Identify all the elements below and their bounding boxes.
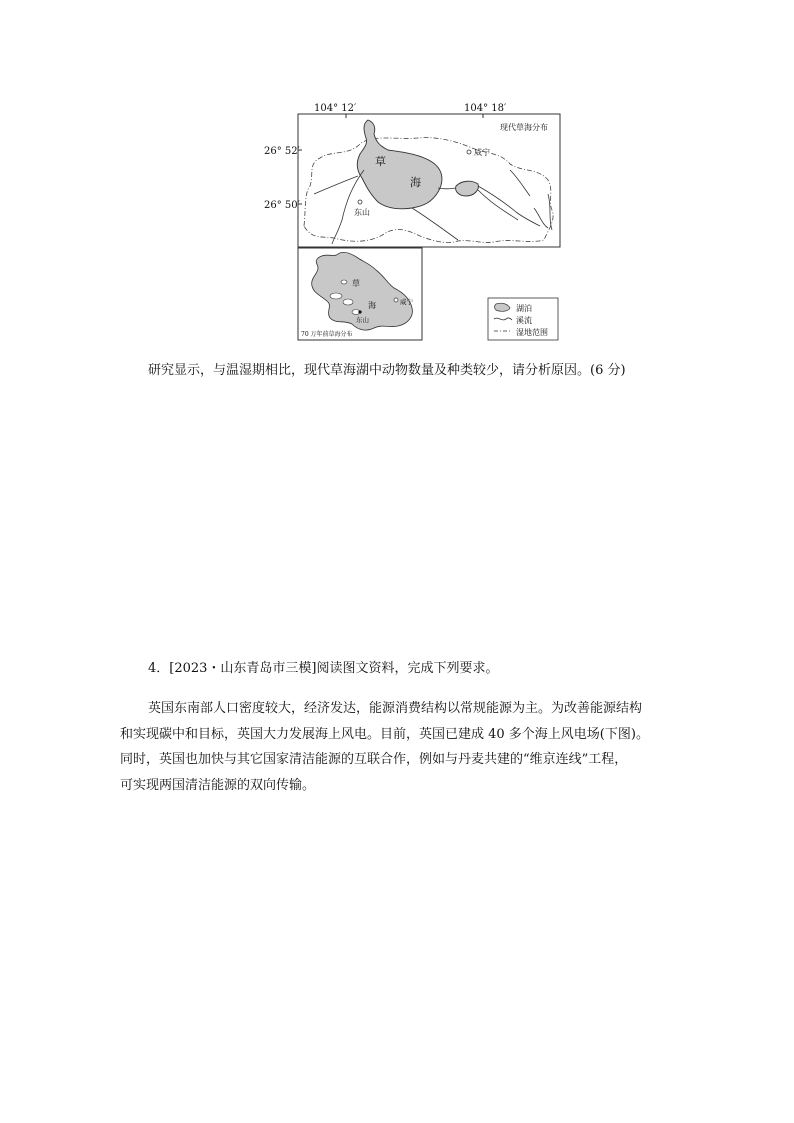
paragraph-line: 英国东南部人口密度较大，经济发达，能源消费结构以常规能源为主。为改善能源结构 xyxy=(148,701,643,716)
legend-label-wetland: 湿地范围 xyxy=(516,328,548,337)
inset-map-title: 70 万年前草海分布 xyxy=(301,331,353,338)
inset-lake-char-hai: 海 xyxy=(368,301,376,310)
lon-label-2: 104° 18′ xyxy=(464,103,507,114)
lake-char-cao: 草 xyxy=(375,155,386,168)
lake-char-hai: 海 xyxy=(410,176,421,189)
paragraph-line: 同时，英国也加快与其它国家清洁能源的互联合作，例如与丹麦共建的“维京连线”工程， xyxy=(120,752,628,767)
main-map-title: 现代草海分布 xyxy=(500,123,548,132)
legend-label-stream: 溪流 xyxy=(516,316,532,325)
inset-place-weining: 威宁 xyxy=(400,298,413,306)
caohai-map-figure xyxy=(248,98,563,344)
question-4-header: 4．[2023・山东青岛市三模]阅读图文资料，完成下列要求。 xyxy=(148,661,499,676)
inset-lake-char-cao: 草 xyxy=(352,279,360,288)
legend-label-lake: 湖泊 xyxy=(516,304,532,313)
lon-label-1: 104° 12′ xyxy=(314,103,357,114)
modern-lake xyxy=(357,120,442,209)
inset-map xyxy=(298,248,422,340)
question-4-paragraph xyxy=(120,696,680,798)
map-legend xyxy=(488,298,558,340)
small-lake xyxy=(456,181,479,196)
lat-label-2: 26° 50′ xyxy=(264,200,300,211)
question-text: 研究显示，与温湿期相比，现代草海湖中动物数量及种类较少，请分析原因。(6 分) xyxy=(148,363,626,378)
paragraph-line: 和实现碳中和目标，英国大力发展海上风电。目前，英国已建成 40 多个海上风电场(下图)。 xyxy=(120,726,649,742)
inset-place-dongshan: 东山 xyxy=(356,316,369,324)
lat-label-1: 26° 52′ xyxy=(264,146,300,157)
paragraph-line: 可实现两国清洁能源的双向传输。 xyxy=(120,777,316,793)
place-dongshan: 东山 xyxy=(354,208,370,217)
place-weining: 威宁 xyxy=(474,148,490,157)
main-map xyxy=(264,103,560,247)
